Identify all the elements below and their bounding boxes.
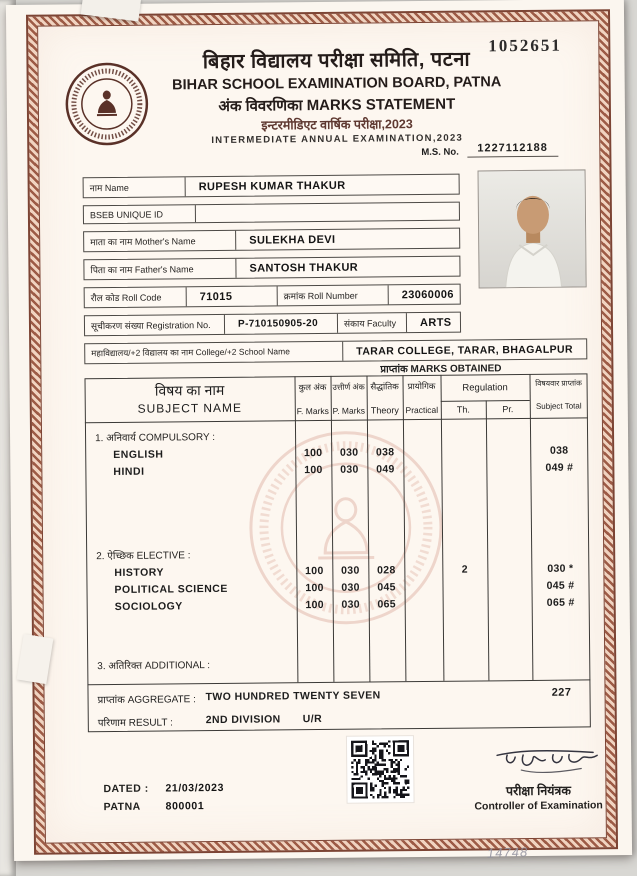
p-marks-cell: 030 (341, 564, 360, 577)
margin-note: 14748 (486, 844, 529, 861)
subject-cell: ENGLISH (113, 447, 164, 461)
marks-table (84, 359, 591, 736)
theory-cell: 038 (375, 445, 395, 458)
subject-total-cell: 065 # (546, 596, 575, 609)
result-type: U/R (302, 712, 323, 726)
regulation-th-cell: 2 (461, 563, 468, 576)
place-value: 800001 (165, 800, 205, 813)
p-marks-col-english: P. Marks (332, 405, 366, 416)
registration-label: सूचीकरण संख्या Registration No. (85, 315, 225, 335)
dated-value: 21/03/2023 (165, 781, 225, 795)
roll-number-label: क्रमांक Roll Number (277, 285, 389, 305)
controller-title-english: Controller of Examination (474, 799, 603, 813)
document-title: अंक विवरणिका MARKS STATEMENT (218, 95, 456, 115)
subject-col-english: SUBJECT NAME (137, 400, 243, 416)
aggregate-words: TWO HUNDRED TWENTY SEVEN (205, 689, 381, 704)
section-additional: 3. अतिरिक्त ADDITIONAL : (97, 660, 211, 673)
marks-obtained-header: प्राप्तांक MARKS OBTAINED (380, 363, 502, 376)
ms-no-value: 1227112188 (467, 142, 558, 158)
board-title-english: BIHAR SCHOOL EXAMINATION BOARD, PATNA (171, 74, 502, 94)
faculty-value: ARTS (419, 316, 452, 329)
field-row-bseb-id (83, 202, 460, 225)
aggregate-label: प्राप्तांक AGGREGATE : (97, 694, 196, 707)
result-label: परिणाम RESULT : (97, 717, 173, 730)
father-name-value: SANTOSH THAKUR (249, 261, 359, 275)
p-marks-cell: 030 (341, 598, 360, 611)
aggregate-total: 227 (551, 686, 572, 699)
regulation-pr-col: Pr. (502, 404, 514, 415)
p-marks-cell: 030 (339, 446, 359, 459)
f-marks-cell: 100 (305, 598, 324, 611)
subject-total-cell: 038 (549, 444, 569, 457)
subject-cell: HINDI (113, 465, 145, 478)
roll-code-label: रौल कोड Roll Code (85, 287, 187, 307)
section-elective: 2. ऐच्छिक ELECTIVE : (96, 550, 191, 563)
subject-cell: POLITICAL SCIENCE (114, 582, 228, 596)
theory-col-english: Theory (370, 405, 399, 416)
subject-total-col-english: Subject Total (535, 401, 582, 411)
mother-name-label: माता का नाम Mother's Name (84, 231, 236, 251)
f-marks-cell: 100 (303, 446, 323, 459)
controller-title-hindi: परीक्षा नियंत्रक (505, 783, 572, 799)
bseb-id-label: BSEB UNIQUE ID (84, 205, 196, 223)
mother-name-value: SULEKHA DEVI (249, 233, 336, 247)
theory-cell: 065 (377, 597, 396, 610)
college-value: TARAR COLLEGE, TARAR, BHAGALPUR (356, 343, 574, 358)
subject-total-cell: 049 # (545, 461, 574, 474)
name-label: नाम Name (84, 177, 186, 197)
dated-label: DATED : (103, 782, 149, 796)
subject-cell: SOCIOLOGY (114, 599, 183, 613)
p-marks-col-hindi: उत्तीर्ण अंक (332, 382, 365, 392)
practical-col-hindi: प्रायोगिक (407, 380, 436, 392)
practical-col-english: Practical (405, 404, 439, 416)
ms-no-label: M.S. No. (421, 146, 459, 159)
field-row-roll (84, 284, 461, 309)
field-row-name (83, 174, 460, 199)
subject-total-col-hindi: विषयवार प्राप्तांक (535, 378, 582, 388)
f-marks-col-english: F. Marks (296, 405, 329, 417)
qr-code (347, 736, 414, 803)
theory-cell: 028 (377, 563, 396, 576)
serial-number: 1052651 (488, 35, 562, 56)
field-row-father-name (83, 256, 460, 281)
father-name-label: पिता का नाम Father's Name (84, 259, 236, 279)
result-value: 2ND DIVISION (205, 713, 281, 727)
student-photo (478, 169, 587, 288)
f-marks-cell: 100 (305, 581, 324, 594)
college-label: महाविद्यालय/+2 विद्यालय का नाम College/+2 School Name (85, 342, 343, 363)
theory-col-hindi: सैद्धांतिक (370, 381, 399, 392)
registration-value: P-710150905-20 (237, 318, 319, 330)
theory-cell: 049 (376, 462, 395, 475)
subject-total-cell: 030 * (547, 562, 574, 575)
f-marks-col-hindi: कुल अंक (298, 381, 327, 393)
exam-title-english: INTERMEDIATE ANNUAL EXAMINATION,2023 (211, 132, 464, 147)
board-title-hindi: बिहार विद्यालय परीक्षा समिति, पटना (202, 48, 471, 74)
subject-cell: HISTORY (114, 565, 165, 579)
theory-cell: 045 (377, 580, 396, 593)
place-label: PATNA (103, 800, 141, 814)
regulation-th-col: Th. (456, 404, 470, 415)
certificate-sheet (6, 0, 632, 861)
section-compulsory: 1. अनिवार्य COMPULSORY : (95, 431, 216, 445)
f-marks-cell: 100 (304, 463, 323, 476)
p-marks-cell: 030 (341, 581, 360, 594)
field-row-mother-name (83, 228, 460, 253)
field-row-registration (84, 312, 461, 337)
faculty-label: संकाय Faculty (337, 313, 407, 333)
p-marks-cell: 030 (340, 463, 359, 476)
exam-title-hindi: इन्टरमीडिएट वार्षिक परीक्षा,2023 (261, 117, 413, 133)
roll-number-value: 23060006 (401, 288, 454, 301)
roll-code-value: 71015 (199, 290, 233, 303)
name-value: RUPESH KUMAR THAKUR (198, 179, 346, 193)
regulation-col: Regulation (462, 382, 508, 394)
signature-image (491, 743, 603, 780)
f-marks-cell: 100 (305, 564, 324, 577)
subject-col-hindi: विषय का नाम (154, 381, 225, 399)
subject-total-cell: 045 # (546, 579, 575, 592)
